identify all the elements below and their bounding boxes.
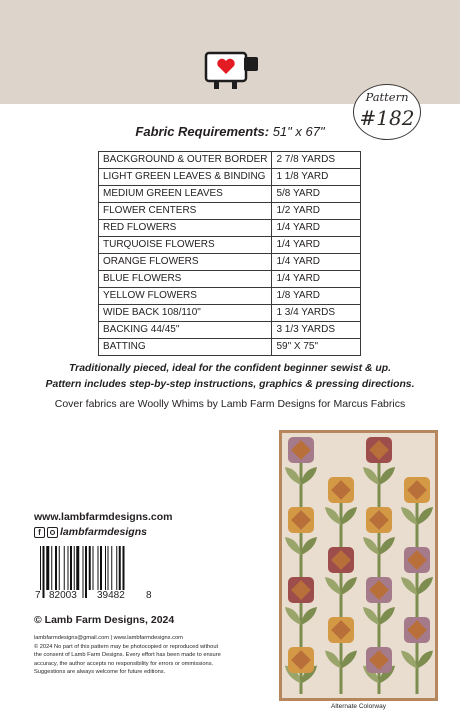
requirement-item: YELLOW FLOWERS — [99, 288, 272, 305]
requirement-amount: 1 1/8 YARD — [272, 169, 361, 186]
fine-print-line: accuracy, the author accepts no responsibility for errors or ommissions. — [34, 660, 214, 667]
barcode-bar — [100, 546, 102, 590]
requirement-amount: 1/4 YARD — [272, 237, 361, 254]
requirement-row — [99, 288, 361, 305]
fine-print — [34, 634, 249, 677]
requirement-row — [99, 254, 361, 271]
description-line-1: Traditionally pieced, ideal for the confident beginner sewist & up. — [69, 363, 391, 374]
fine-print-line: lambfarmdesigns@gmail.com | www.lambfarmdesigns.com — [34, 635, 183, 641]
instagram-icon[interactable] — [47, 527, 58, 538]
barcode-bar — [98, 546, 99, 590]
requirement-row — [99, 322, 361, 339]
requirement-amount: 1/4 YARD — [272, 220, 361, 237]
requirement-row — [99, 305, 361, 322]
requirement-row — [99, 186, 361, 203]
sheep-logo-icon — [200, 51, 264, 91]
requirement-amount: 1/4 YARD — [272, 254, 361, 271]
requirement-row — [99, 220, 361, 237]
barcode-group-1: 82003 — [49, 590, 77, 601]
quilt-alternate-colorway-image — [279, 430, 438, 701]
copyright-notice: © Lamb Farm Designs, 2024 — [34, 614, 175, 626]
requirement-item: ORANGE FLOWERS — [99, 254, 272, 271]
requirement-item: TURQUOISE FLOWERS — [99, 237, 272, 254]
social-handle-row — [34, 525, 147, 539]
requirement-amount: 1 3/4 YARDS — [272, 305, 361, 322]
fabric-requirements-table — [98, 151, 361, 356]
requirement-row — [99, 271, 361, 288]
pattern-number: #182 — [359, 106, 415, 130]
requirement-amount: 5/8 YARD — [272, 186, 361, 203]
barcode-digit-last: 8 — [146, 590, 152, 601]
fabric-requirements-title — [0, 124, 460, 139]
requirement-item: BLUE FLOWERS — [99, 271, 272, 288]
barcode-bar — [74, 546, 75, 590]
barcode-bar — [93, 546, 94, 590]
description-line-2: Pattern includes step-by-step instructions, graphics & pressing directions. — [45, 379, 415, 390]
requirement-item: RED FLOWERS — [99, 220, 272, 237]
social-handle: lambfarmdesigns — [60, 526, 147, 538]
requirement-row — [99, 169, 361, 186]
barcode-bar — [64, 546, 65, 590]
fabric-requirements-label: Fabric Requirements: — [135, 124, 270, 139]
requirement-item: FLOWER CENTERS — [99, 203, 272, 220]
barcode-digits — [34, 590, 152, 602]
fine-print-line: © 2024 No part of this pattern may be photocopied or reproduced without — [34, 643, 219, 650]
requirement-row — [99, 237, 361, 254]
requirement-amount: 1/2 YARD — [272, 203, 361, 220]
barcode-bar — [105, 546, 106, 590]
barcode-bar — [70, 546, 72, 590]
barcode-bar — [89, 546, 91, 590]
quilt-size: 51" x 67" — [272, 124, 325, 139]
requirement-amount: 2 7/8 YARDS — [272, 152, 361, 169]
barcode-bar — [116, 546, 117, 590]
barcode-bar — [46, 546, 49, 590]
cover-fabrics-note: Cover fabrics are Woolly Whims by Lamb Farm Designs for Marcus Fabrics — [54, 398, 406, 410]
website-link[interactable]: www.lambfarmdesigns.com — [34, 511, 173, 523]
quilt-caption: Alternate Colorway — [331, 703, 386, 710]
fine-print-line: Suggestions are always welcome for future editions. — [34, 669, 166, 676]
requirement-item: MEDIUM GREEN LEAVES — [99, 186, 272, 203]
pattern-description — [0, 361, 460, 393]
barcode-bar — [55, 546, 57, 590]
badge-label: Pattern — [365, 90, 409, 104]
requirement-amount: 59" X 75" — [272, 339, 361, 356]
requirement-row — [99, 203, 361, 220]
barcode-bar — [59, 546, 60, 590]
barcode-bar — [108, 546, 109, 590]
requirement-amount: 1/4 YARD — [272, 271, 361, 288]
requirement-item: LIGHT GREEN LEAVES & BINDING — [99, 169, 272, 186]
fine-print-line: the consent of Lamb Farm Designs. Every effort has been made to ensure — [34, 652, 221, 659]
barcode-bar — [76, 546, 79, 590]
requirement-row — [99, 152, 361, 169]
requirement-row — [99, 339, 361, 356]
barcode-bar — [68, 546, 69, 590]
barcode-bar — [51, 546, 52, 590]
barcode-group-2: 39482 — [97, 590, 125, 601]
requirement-item: BACKING 44/45" — [99, 322, 272, 339]
barcode-bar — [111, 546, 112, 590]
requirement-item: BACKGROUND & OUTER BORDER — [99, 152, 272, 169]
requirement-item: BATTING — [99, 339, 272, 356]
requirement-amount: 1/8 YARD — [272, 288, 361, 305]
requirement-item: WIDE BACK 108/110" — [99, 305, 272, 322]
requirement-amount: 3 1/3 YARDS — [272, 322, 361, 339]
facebook-icon[interactable]: f — [34, 527, 45, 538]
barcode-digit-first: 7 — [35, 590, 41, 601]
